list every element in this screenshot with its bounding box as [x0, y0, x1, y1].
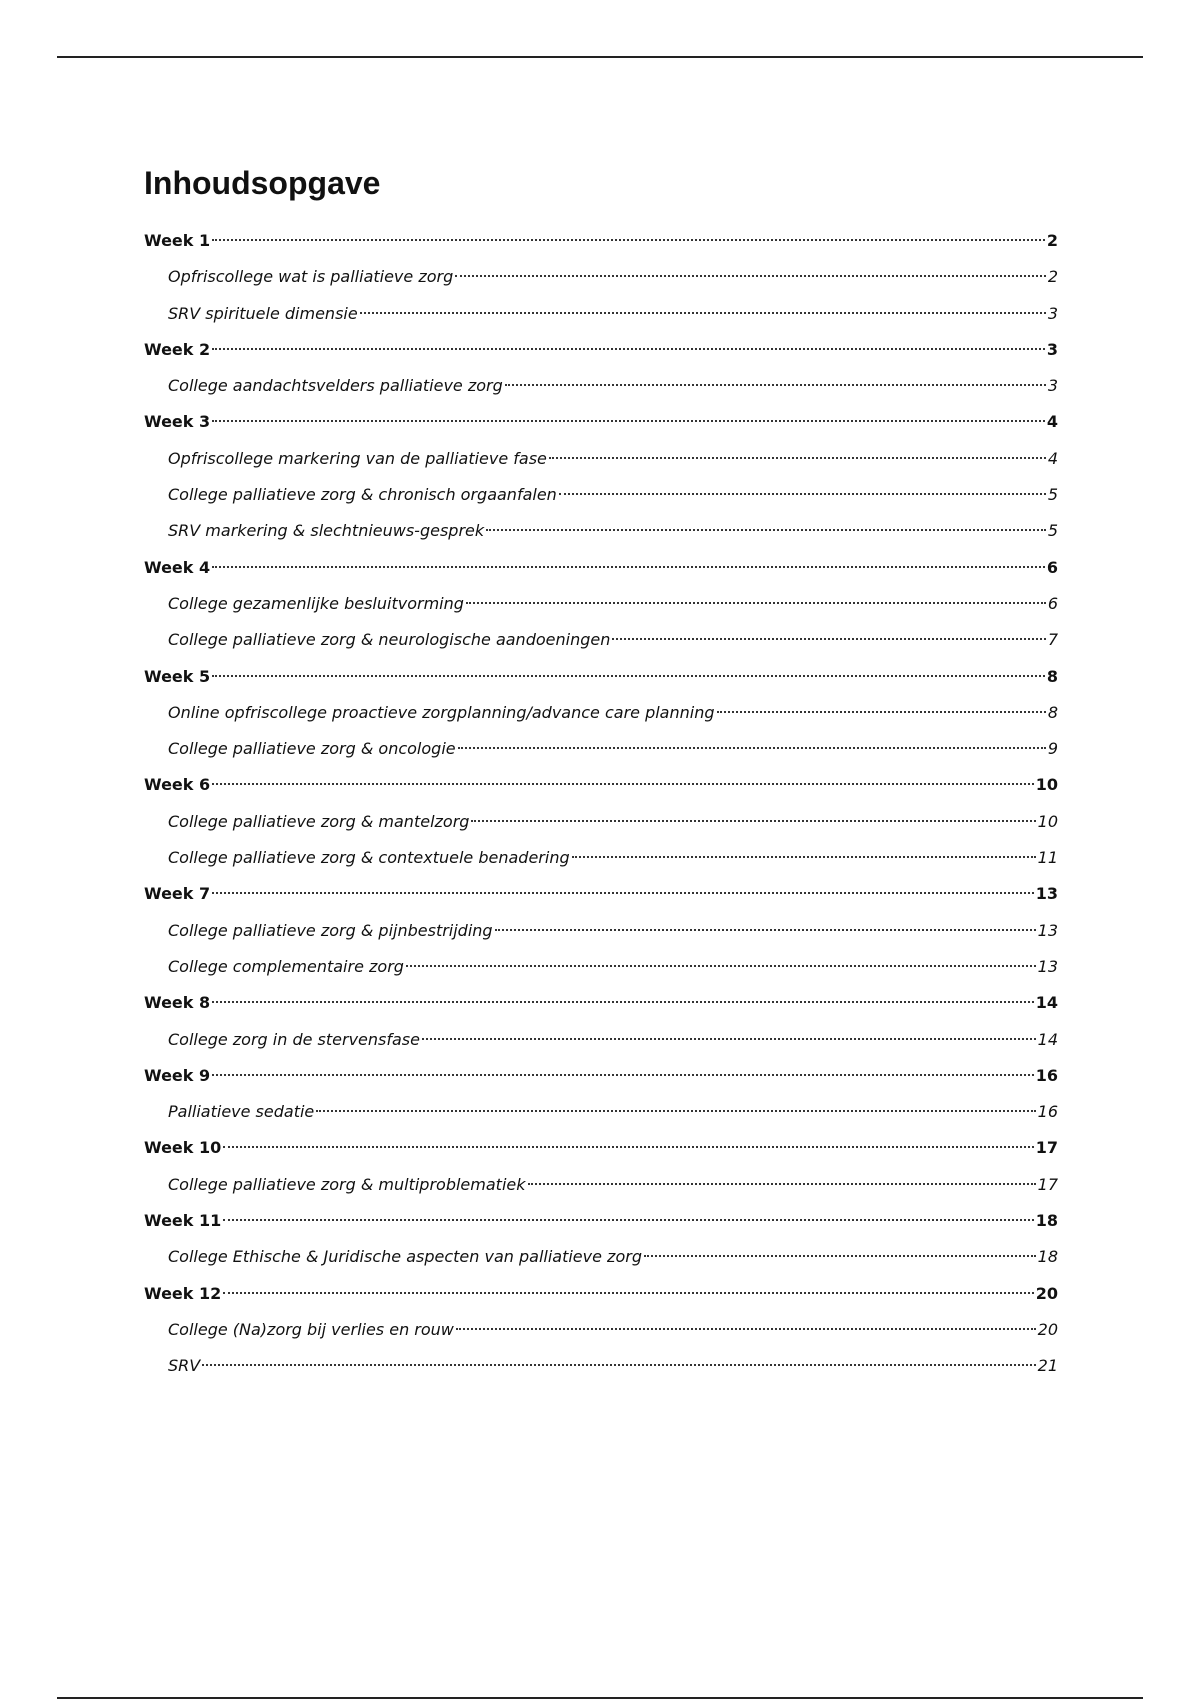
toc-entry-title: SRV [168, 1356, 201, 1376]
toc-entry-title: College palliatieve zorg & pijnbestrijding [168, 920, 493, 940]
toc-entry-title: Week 2 [144, 339, 211, 359]
toc-page-number: 7 [1047, 630, 1058, 650]
toc-page-number: 3 [1046, 339, 1058, 359]
table-of-contents [144, 229, 1058, 1391]
dot-leader [572, 856, 1036, 858]
toc-page-number: 3 [1047, 376, 1058, 396]
toc-week-group [144, 1282, 1058, 1378]
toc-page-number: 17 [1035, 1138, 1058, 1158]
dot-leader [717, 711, 1046, 713]
toc-week-group [144, 1136, 1058, 1195]
toc-page-number: 13 [1035, 884, 1058, 904]
toc-week-entry[interactable] [144, 1064, 1058, 1087]
toc-item-entry[interactable] [144, 265, 1058, 288]
dot-leader [612, 638, 1045, 640]
toc-page-number: 3 [1047, 303, 1058, 323]
toc-week-entry[interactable] [144, 229, 1058, 252]
toc-page-number: 17 [1037, 1174, 1058, 1194]
toc-page-number: 16 [1037, 1102, 1058, 1122]
dot-leader [223, 1146, 1033, 1148]
page-title: Inhoudsopgave [144, 165, 381, 201]
toc-entry-title: Week 3 [144, 412, 211, 432]
toc-week-group [144, 229, 1058, 325]
dot-leader [549, 457, 1046, 459]
toc-entry-title: SRV spirituele dimensie [168, 303, 358, 323]
toc-page-number: 10 [1037, 811, 1058, 831]
dot-leader [212, 566, 1045, 568]
toc-page-number: 11 [1037, 848, 1058, 868]
toc-entry-title: Week 6 [144, 775, 211, 795]
toc-week-group [144, 1064, 1058, 1123]
toc-page-number: 10 [1035, 775, 1058, 795]
dot-leader [559, 493, 1046, 495]
toc-page-number: 6 [1046, 557, 1058, 577]
toc-entry-title: Opfriscollege wat is palliatieve zorg [168, 267, 454, 287]
toc-item-entry[interactable] [144, 1354, 1058, 1377]
toc-page-number: 20 [1035, 1283, 1058, 1303]
toc-item-entry[interactable] [144, 846, 1058, 869]
toc-entry-title: Week 5 [144, 666, 211, 686]
toc-page-number: 18 [1035, 1211, 1058, 1231]
dot-leader [486, 529, 1046, 531]
toc-page-number: 2 [1047, 267, 1058, 287]
toc-page-number: 8 [1046, 666, 1058, 686]
toc-item-entry[interactable] [144, 302, 1058, 325]
dot-leader [212, 1001, 1034, 1003]
toc-week-entry[interactable] [144, 1282, 1058, 1305]
toc-week-entry[interactable] [144, 410, 1058, 433]
toc-item-entry[interactable] [144, 1173, 1058, 1196]
toc-week-group [144, 338, 1058, 397]
toc-entry-title: College gezamenlijke besluitvorming [168, 593, 464, 613]
toc-week-group [144, 410, 1058, 542]
toc-entry-title: Week 1 [144, 231, 211, 250]
toc-page-number: 4 [1046, 412, 1058, 432]
toc-week-group [144, 665, 1058, 761]
toc-entry-title: Week 9 [144, 1065, 211, 1085]
dot-leader [505, 384, 1046, 386]
dot-leader [455, 275, 1046, 277]
toc-entry-title: Week 8 [144, 993, 211, 1013]
toc-item-entry[interactable] [144, 701, 1058, 724]
toc-item-entry[interactable] [144, 592, 1058, 615]
toc-page-number: 5 [1047, 485, 1058, 505]
toc-week-entry[interactable] [144, 665, 1058, 688]
dot-leader [223, 1219, 1033, 1221]
dot-leader [212, 420, 1045, 422]
toc-week-group [144, 882, 1058, 978]
toc-entry-title: College palliatieve zorg & oncologie [168, 739, 456, 759]
toc-entry-title: College aandachtsvelders palliatieve zorg [168, 376, 503, 396]
toc-page-number: 14 [1037, 1029, 1058, 1049]
toc-week-entry[interactable] [144, 1136, 1058, 1159]
toc-entry-title: College complementaire zorg [168, 956, 404, 976]
dot-leader [495, 929, 1036, 931]
dot-leader [360, 312, 1046, 314]
toc-page-number: 4 [1047, 448, 1058, 468]
toc-item-entry[interactable] [144, 919, 1058, 942]
dot-leader [316, 1110, 1035, 1112]
toc-entry-title: College palliatieve zorg & mantelzorg [168, 811, 470, 831]
dot-leader [422, 1038, 1036, 1040]
dot-leader [458, 747, 1046, 749]
dot-leader [212, 239, 1045, 241]
toc-page-number: 8 [1047, 702, 1058, 722]
toc-page-number: 16 [1035, 1065, 1058, 1085]
dot-leader [644, 1255, 1036, 1257]
footer-rule [57, 1697, 1143, 1699]
toc-item-entry[interactable] [144, 737, 1058, 760]
toc-entry-title: Week 12 [144, 1283, 222, 1303]
toc-entry-title: College palliatieve zorg & neurologische aandoeningen [168, 630, 611, 650]
toc-week-entry[interactable] [144, 991, 1058, 1014]
toc-item-entry[interactable] [144, 628, 1058, 651]
toc-entry-title: College palliatieve zorg & chronisch orgaanfalen [168, 485, 557, 505]
toc-page-number: 13 [1037, 920, 1058, 940]
dot-leader [202, 1364, 1035, 1366]
toc-entry-title: College zorg in de stervensfase [168, 1029, 420, 1049]
toc-item-entry[interactable] [144, 519, 1058, 542]
toc-entry-title: Opfriscollege markering van de palliatieve fase [168, 448, 547, 468]
toc-entry-title: College Ethische & Juridische aspecten van palliatieve zorg [168, 1247, 642, 1267]
dot-leader [212, 783, 1034, 785]
toc-page-number: 6 [1047, 593, 1058, 613]
toc-week-group [144, 773, 1058, 869]
dot-leader [528, 1183, 1036, 1185]
toc-week-entry[interactable] [144, 556, 1058, 579]
toc-week-group [144, 991, 1058, 1050]
dot-leader [212, 892, 1034, 894]
toc-week-entry[interactable] [144, 1209, 1058, 1232]
toc-entry-title: Palliatieve sedatie [168, 1102, 315, 1122]
toc-week-entry[interactable] [144, 338, 1058, 361]
toc-item-entry[interactable] [144, 1318, 1058, 1341]
toc-item-entry[interactable] [144, 447, 1058, 470]
toc-page-number: 20 [1037, 1319, 1058, 1339]
dot-leader [456, 1328, 1036, 1330]
toc-page-number: 5 [1047, 521, 1058, 541]
toc-item-entry[interactable] [144, 810, 1058, 833]
toc-item-entry[interactable] [144, 1245, 1058, 1268]
toc-item-entry[interactable] [144, 955, 1058, 978]
toc-item-entry[interactable] [144, 374, 1058, 397]
toc-page-number: 9 [1047, 739, 1058, 759]
toc-entry-title: Week 11 [144, 1211, 222, 1231]
toc-week-group [144, 556, 1058, 652]
toc-entry-title: College (Na)zorg bij verlies en rouw [168, 1319, 454, 1339]
toc-entry-title: Week 7 [144, 884, 211, 904]
toc-entry-title: College palliatieve zorg & multiproblematiek [168, 1174, 526, 1194]
toc-item-entry[interactable] [144, 1028, 1058, 1051]
toc-entry-title: Week 4 [144, 557, 211, 577]
header-rule [57, 56, 1143, 58]
dot-leader [466, 602, 1046, 604]
toc-week-entry[interactable] [144, 882, 1058, 905]
dot-leader [223, 1292, 1033, 1294]
dot-leader [471, 820, 1035, 822]
toc-week-entry[interactable] [144, 773, 1058, 796]
dot-leader [212, 348, 1045, 350]
toc-entry-title: SRV markering & slechtnieuws-gesprek [168, 521, 485, 541]
toc-page-number: 2 [1046, 231, 1058, 250]
toc-page-number: 21 [1037, 1356, 1058, 1376]
toc-item-entry[interactable] [144, 1100, 1058, 1123]
toc-week-group [144, 1209, 1058, 1268]
toc-page-number: 18 [1037, 1247, 1058, 1267]
dot-leader [212, 675, 1045, 677]
toc-item-entry[interactable] [144, 483, 1058, 506]
toc-page-number: 13 [1037, 956, 1058, 976]
toc-entry-title: Online opfriscollege proactieve zorgplanning/advance care planning [168, 702, 715, 722]
toc-entry-title: College palliatieve zorg & contextuele benadering [168, 848, 570, 868]
dot-leader [406, 965, 1036, 967]
dot-leader [212, 1074, 1034, 1076]
toc-entry-title: Week 10 [144, 1138, 222, 1158]
toc-page-number: 14 [1035, 993, 1058, 1013]
